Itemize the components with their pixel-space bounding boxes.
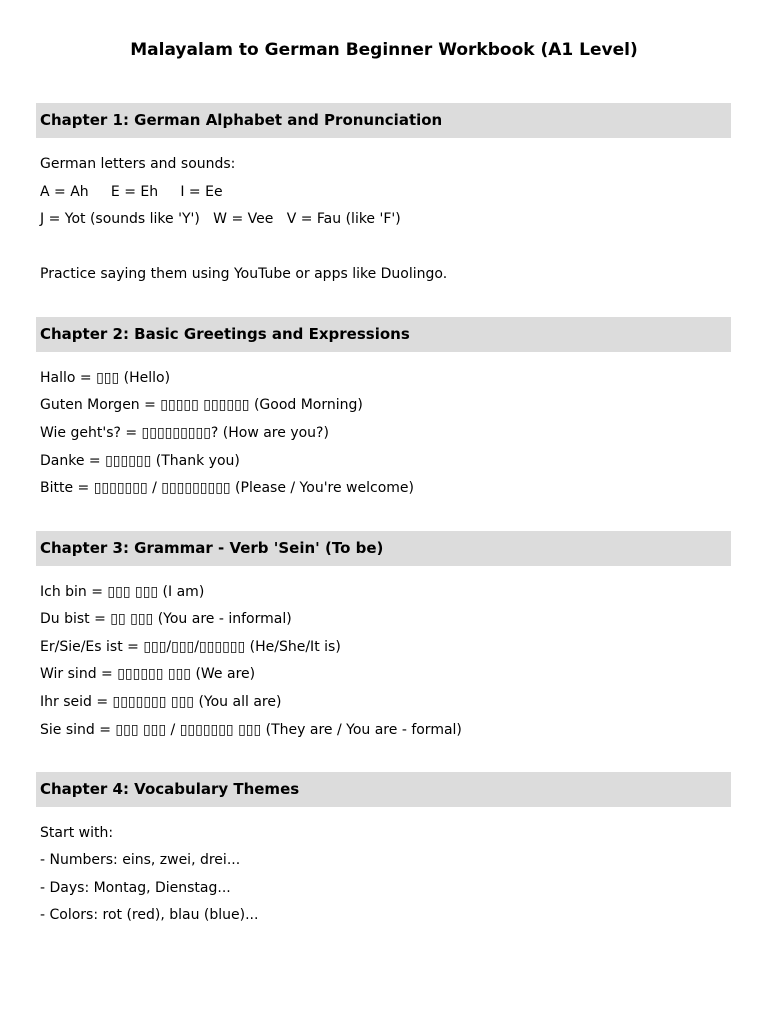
chapter-2-line-1: Hallo = ▯▯▯ (Hello)	[40, 370, 171, 386]
chapter-1-line-1: German letters and sounds:	[40, 156, 236, 172]
chapter-2-line-5: Bitte = ▯▯▯▯▯▯▯ / ▯▯▯▯▯▯▯▯▯ (Please / You're welcome)	[40, 480, 414, 496]
chapter-3-line-2: Du bist = ▯▯ ▯▯▯ (You are - informal)	[40, 611, 292, 627]
chapter-3-line-6: Sie sind = ▯▯▯ ▯▯▯ / ▯▯▯▯▯▯▯ ▯▯▯ (They are / You are - formal)	[40, 722, 462, 738]
chapter-1-line-2: A = Ah E = Eh I = Ee	[40, 184, 223, 200]
chapter-3-line-5: Ihr seid = ▯▯▯▯▯▯▯ ▯▯▯ (You all are)	[40, 694, 282, 710]
chapter-4-line-2: - Numbers: eins, zwei, drei...	[40, 852, 241, 868]
chapter-4-line-4: - Colors: rot (red), blau (blue)...	[40, 907, 259, 923]
chapter-2-line-2: Guten Morgen = ▯▯▯▯▯ ▯▯▯▯▯▯ (Good Morning)	[40, 397, 363, 413]
chapter-1-line-4: Practice saying them using YouTube or apps like Duolingo.	[40, 266, 448, 282]
chapter-1-heading: Chapter 1: German Alphabet and Pronunciation	[36, 103, 731, 138]
chapter-1-line-3: J = Yot (sounds like 'Y') W = Vee V = Fau (like 'F')	[40, 211, 401, 227]
chapter-2-heading: Chapter 2: Basic Greetings and Expressions	[36, 317, 731, 352]
chapter-3-line-4: Wir sind = ▯▯▯▯▯▯ ▯▯▯ (We are)	[40, 666, 256, 682]
chapter-2-line-3: Wie geht's? = ▯▯▯▯▯▯▯▯▯? (How are you?)	[40, 425, 329, 441]
chapter-3-line-3: Er/Sie/Es ist = ▯▯▯/▯▯▯/▯▯▯▯▯▯ (He/She/It is)	[40, 639, 341, 655]
chapter-3-line-1: Ich bin = ▯▯▯ ▯▯▯ (I am)	[40, 584, 205, 600]
chapter-4-line-3: - Days: Montag, Dienstag...	[40, 880, 231, 896]
chapter-3-heading: Chapter 3: Grammar - Verb 'Sein' (To be)	[36, 531, 731, 566]
document-title: Malayalam to German Beginner Workbook (A1 Level)	[130, 40, 638, 60]
chapter-4-heading: Chapter 4: Vocabulary Themes	[36, 772, 731, 807]
chapter-4-line-1: Start with:	[40, 825, 114, 841]
chapter-2-line-4: Danke = ▯▯▯▯▯▯ (Thank you)	[40, 453, 240, 469]
